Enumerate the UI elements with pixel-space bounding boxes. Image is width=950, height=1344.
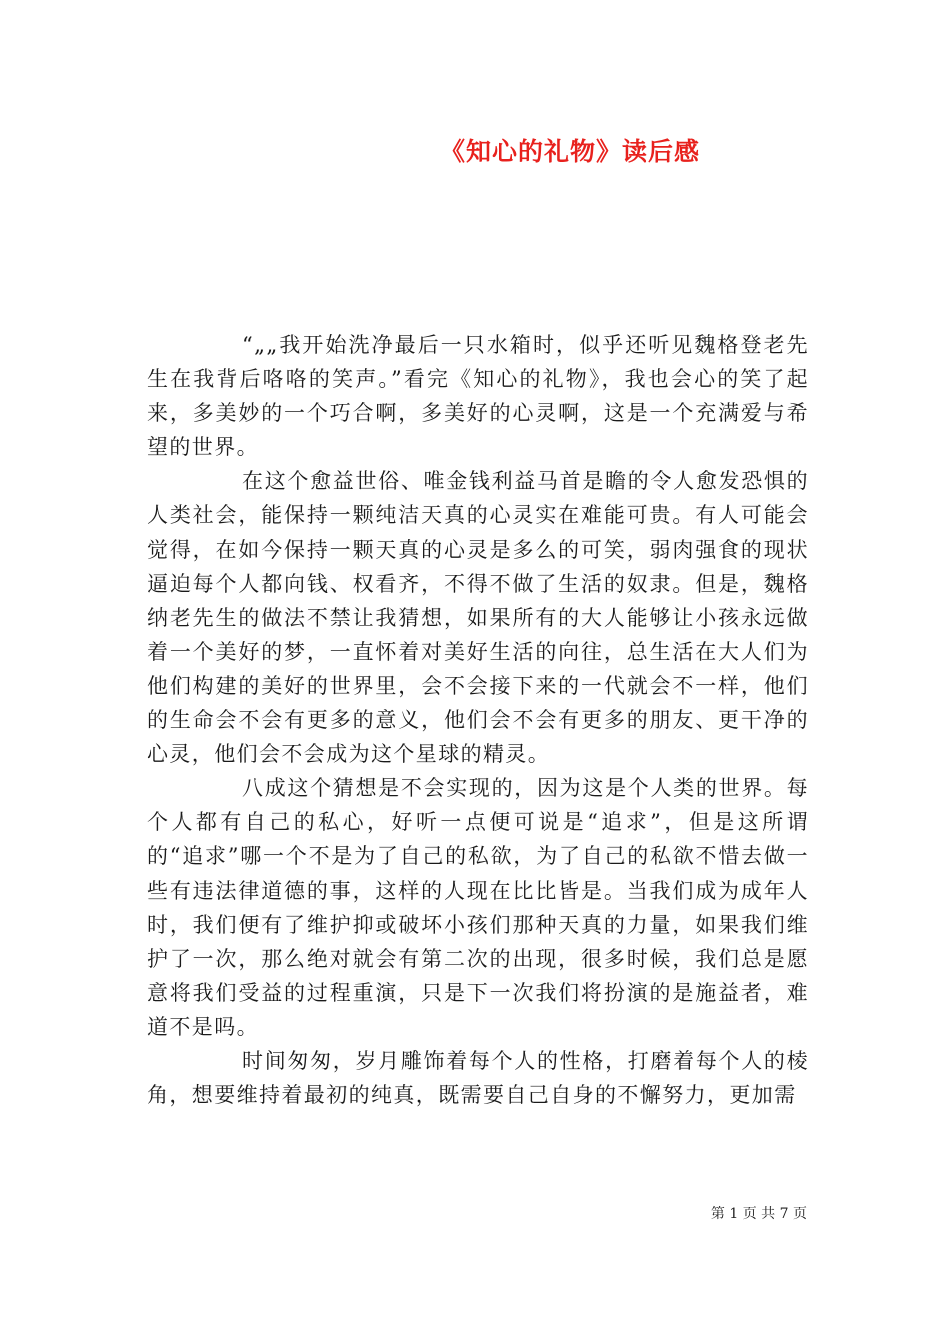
paragraph-3: 八成这个猜想是不会实现的，因为这是个人类的世界。每个人都有自己的私心，好听一点便可说是“追求”，但是这所谓的“追求”哪一个不是为了自己的私欲，为了自己的私欲不惜去做一些有违法律道德的事，这样的人现在比比皆是。当我们成为成年人时，我们便有了维护抑或破坏小孩们那种天真的力量，如果我们维护了一次，那么绝对就会有第二次的出现，很多时候，我们总是愿意将我们受益的过程重演，只是下一次我们将扮演的是施益者，难道不是吗。 xyxy=(147,776,809,1039)
paragraph-1: “„„我开始洗净最后一只水箱时，似乎还听见魏格登老先生在我背后咯咯的笑声。”看完《知心的礼物》，我也会心的笑了起来，多美妙的一个巧合啊，多美好的心灵啊，这是一个充满爱与希望的世界。 xyxy=(147,333,809,460)
page-number-footer: 第 1 页 共 7 页 xyxy=(710,1206,807,1222)
paragraph-2: 在这个愈益世俗、唯金钱利益马首是瞻的令人愈发恐惧的人类社会，能保持一颗纯洁天真的心灵实在难能可贵。有人可能会觉得，在如今保持一颗天真的心灵是多么的可笑，弱肉强食的现状逼迫每个人都向钱、权看齐，不得不做了生活的奴隶。但是，魏格纳老先生的做法不禁让我猜想，如果所有的大人能够让小孩永远做着一个美好的梦，一直怀着对美好生活的向往，总生活在大人们为他们构建的美好的世界里，会不会接下来的一代就会不一样，他们的生命会不会有更多的意义，他们会不会有更多的朋友、更干净的心灵，他们会不会成为这个星球的精灵。 xyxy=(147,469,809,767)
document-title: 《知心的礼物》读后感 xyxy=(440,137,701,166)
paragraph-4: 时间匆匆，岁月雕饰着每个人的性格，打磨着每个人的棱角，想要维持着最初的纯真，既需要自己自身的不懈努力，更加需 xyxy=(147,1048,809,1108)
document-body xyxy=(147,328,809,1112)
